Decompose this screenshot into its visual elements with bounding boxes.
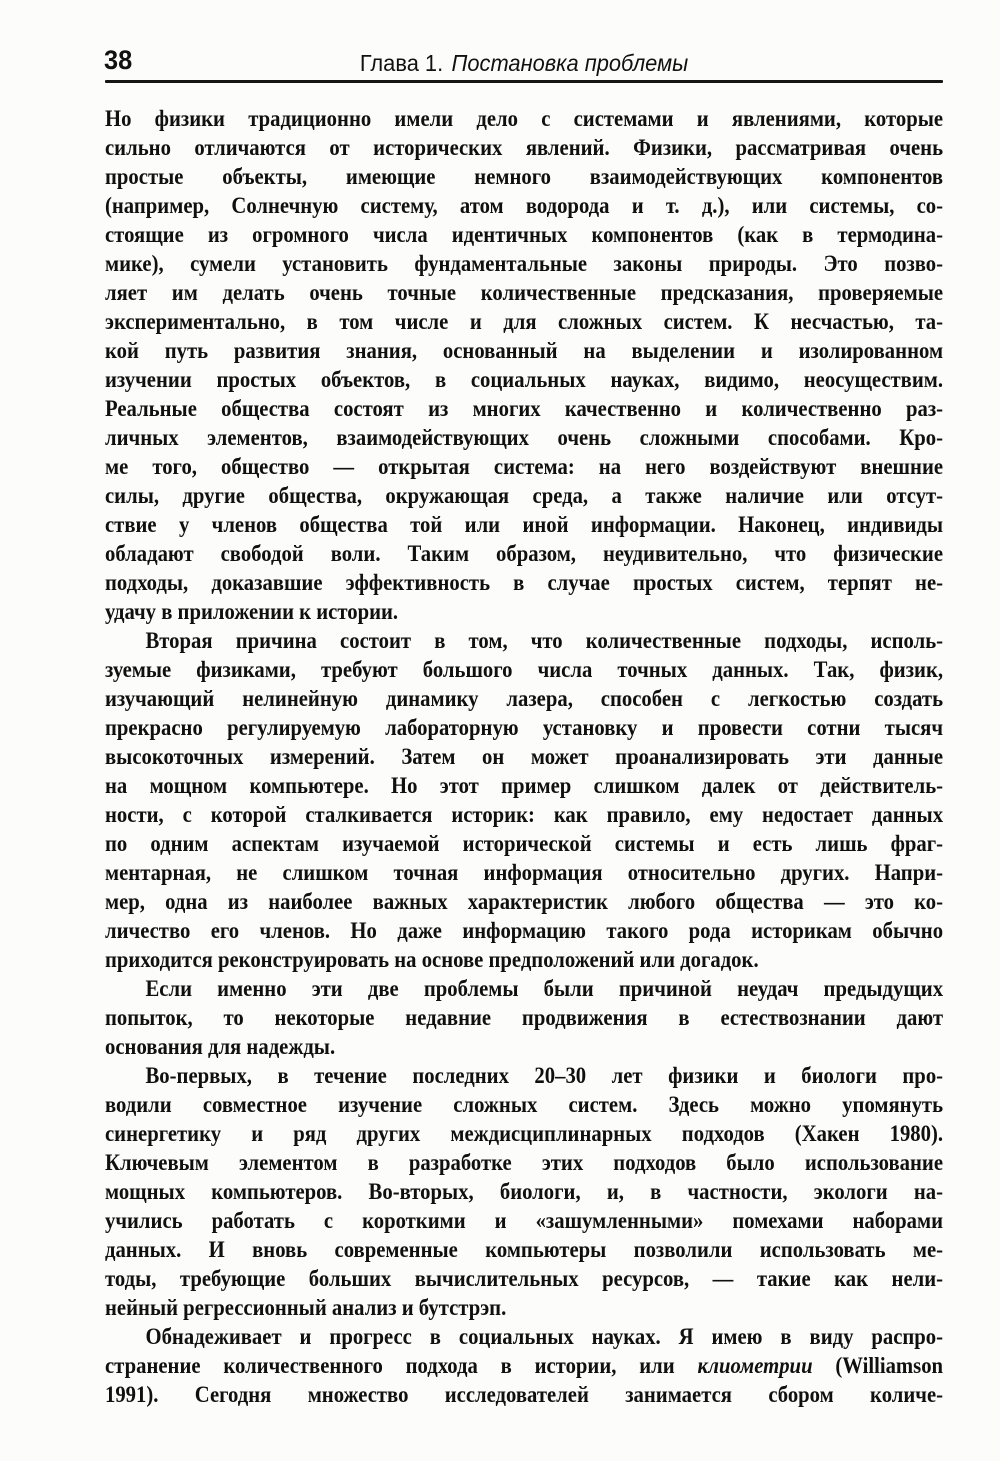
text-line: зуемые физиками, требуют большого числа точных данных. Так, физик, (105, 657, 944, 683)
text-line: ствие у членов общества той или иной информации. Наконец, индивиды (105, 512, 944, 538)
text-line: подходы, доказавшие эффективность в случае простых систем, терпят не- (105, 570, 944, 596)
text-line: основания для надежды. (105, 1034, 336, 1060)
text-line (105, 1352, 943, 1381)
text-line: изучении простых объектов, в социальных науках, видимо, неосуществим. (105, 367, 944, 393)
text-line: данных. И вновь современные компьютеры позволили использовать ме- (105, 1237, 944, 1263)
text-line: изучающий нелинейную динамику лазера, способен с легкостью создать (105, 686, 944, 712)
page-number: 38 (104, 45, 133, 75)
text-segment: странение количественного подхода в истории, или (105, 1353, 698, 1379)
chapter-title: Постановка проблемы (451, 50, 689, 76)
text-line: Обнадеживает и прогресс в социальных науках. Я имею в виду распро- (145, 1324, 944, 1350)
text-line: удачу в приложении к истории. (105, 599, 399, 625)
text-line: стоящие из огромного числа идентичных компонентов (как в термодина- (105, 222, 944, 248)
text-line: Но физики традиционно имели дело с системами и явлениями, которые (105, 106, 944, 132)
text-line: кой путь развития знания, основанный на выделении и изолированном (105, 338, 944, 364)
text-line: Ключевым элементом в разработке этих подходов было использование (105, 1150, 944, 1176)
text-line: личество его членов. Но даже информацию такого рода историкам обычно (105, 918, 944, 944)
header-rule (105, 80, 943, 83)
text-line: (например, Солнечную систему, атом водорода и т. д.), или системы, со- (105, 193, 944, 219)
text-line: Во-первых, в течение последних 20–30 лет физики и биологи про- (145, 1063, 944, 1089)
text-line: личных элементов, взаимодействующих очень сложными способами. Кро- (105, 425, 944, 451)
text-line: синергетику и ряд других междисциплинарных подходов (Хакен 1980). (105, 1121, 944, 1147)
text-line: приходится реконструировать на основе предположений или догадок. (105, 947, 759, 973)
text-line: на мощном компьютере. Но этот пример слишком далек от действитель- (105, 773, 944, 799)
text-line: Вторая причина состоит в том, что количественные подходы, исполь- (145, 628, 944, 654)
text-line: экспериментально, в том числе и для сложных систем. К несчастью, та- (105, 309, 944, 335)
text-line: тоды, требующие больших вычислительных ресурсов, — такие как нели- (105, 1266, 944, 1292)
text-line: по одним аспектам изучаемой исторической системы и есть лишь фраг- (105, 831, 944, 857)
text-line: прекрасно регулируемую лабораторную установку и провести сотни тысяч (105, 715, 944, 741)
text-line: учились работать с короткими и «зашумленными» помехами наборами (105, 1208, 944, 1234)
text-line: ментарная, не слишком точная информация относительно других. Напри- (105, 860, 944, 886)
text-line: сильно отличаются от исторических явлений. Физики, рассматривая очень (105, 135, 944, 161)
italic-term: клиометрии (697, 1353, 813, 1379)
text-line: водили совместное изучение сложных систем. Здесь можно упомянуть (105, 1092, 944, 1118)
text-line: мер, одна из наиболее важных характеристик любого общества — это ко- (105, 889, 944, 915)
text-line: силы, другие общества, окружающая среда, а также наличие или отсут- (105, 483, 944, 509)
text-line: высокоточных измерений. Затем он может проанализировать эти данные (105, 744, 944, 770)
body-text (105, 105, 943, 1410)
text-line: 1991). Сегодня множество исследователей занимается сбором количе- (105, 1382, 944, 1408)
text-line: Реальные общества состоят из многих качественно и количественно раз- (105, 396, 944, 422)
text-line: нейный регрессионный анализ и бутстрэп. (105, 1295, 507, 1321)
text-line: ме того, общество — открытая система: на него воздействуют внешние (105, 454, 944, 480)
text-line: ности, с которой сталкивается историк: как правило, ему недостает данных (105, 802, 944, 828)
running-head (134, 50, 913, 76)
text-line: обладают свободой воли. Таким образом, неудивительно, что физические (105, 541, 944, 567)
text-line: простые объекты, имеющие немного взаимодействующих компонентов (105, 164, 944, 190)
chapter-label: Глава 1. (359, 50, 444, 76)
text-line: попыток, то некоторые недавние продвижения в естествознании дают (105, 1005, 944, 1031)
text-line: мощных компьютеров. Во-вторых, биологи, и, в частности, экологи на- (105, 1179, 944, 1205)
text-line: Если именно эти две проблемы были причиной неудач предыдущих (145, 976, 944, 1002)
text-segment: (Williamson (812, 1353, 944, 1379)
text-line: мике), сумели установить фундаментальные законы природы. Это позво- (105, 251, 944, 277)
text-line: ляет им делать очень точные количественные предсказания, проверяемые (105, 280, 944, 306)
